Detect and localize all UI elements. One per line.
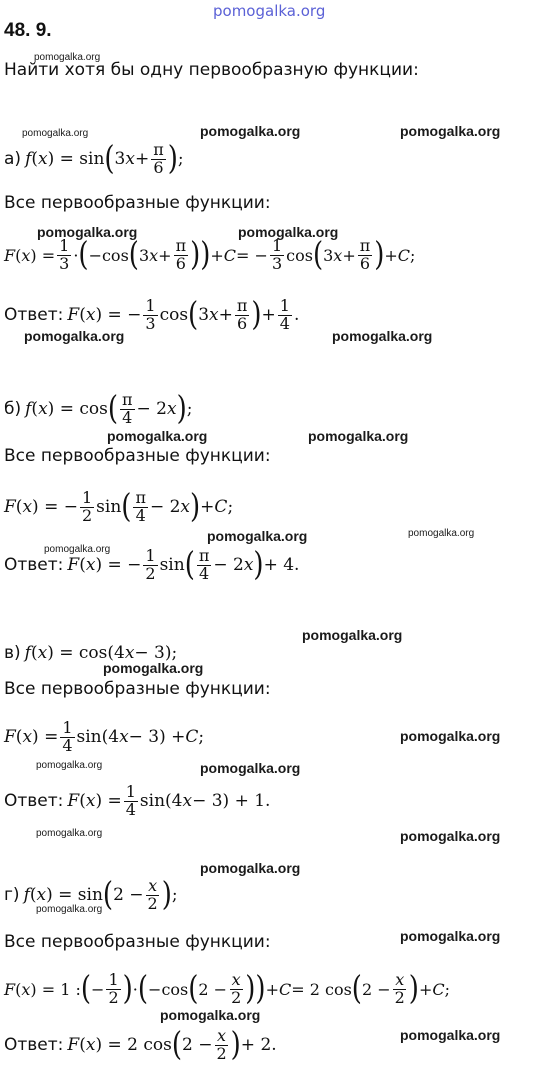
all-primitives-heading: Все первообразные функции:	[4, 679, 271, 699]
watermark: pomogalka.org	[400, 828, 501, 844]
watermark: pomogalka.org	[400, 1027, 501, 1043]
part-a-function: а) f ( x ) = sin ( 3 x + $\frac{\pi}{6}$ ) ;	[4, 139, 184, 178]
part-c-primitives: F ( x ) = $\frac{1}{4}$ sin(4 x − 3) + C ;	[4, 717, 205, 755]
part-b-label: б)	[4, 399, 22, 419]
part-d-label: г)	[4, 885, 20, 905]
part-d-function: г) f ( x ) = sin ( 2 − $\frac{x}{2}$ ) ;	[4, 875, 178, 914]
watermark: pomogalka.org	[107, 428, 208, 444]
answer-label: Ответ:	[4, 1035, 64, 1055]
watermark: pomogalka.org	[400, 728, 501, 744]
part-b-answer: Ответ: F ( x ) = − $\frac{1}{2}$ sin ( $\frac{\pi}{4}$ − 2 x ) + 4.	[4, 545, 300, 584]
watermark: pomogalka.org	[332, 328, 433, 344]
watermark: pomogalka.org	[37, 224, 138, 240]
watermark: pomogalka.org	[200, 760, 301, 776]
watermark: pomogalka.org	[200, 123, 301, 139]
watermark: pomogalka.org	[36, 904, 103, 915]
part-b-primitives: F ( x ) = − $\frac{1}{2}$ sin ( $\frac{\pi}{4}$ − 2 x ) + C ;	[4, 487, 234, 526]
part-c-function: в) f ( x ) = cos(4 x − 3);	[4, 643, 178, 663]
watermark: pomogalka.org	[400, 928, 501, 944]
part-b-function: б) f ( x ) = cos ( $\frac{\pi}{4}$ − 2 x ) ;	[4, 389, 193, 428]
answer-label: Ответ:	[4, 305, 64, 325]
part-d-primitives: F ( x ) = 1 : ( − $\frac{1}{2}$ ) · ( −cos ( 2 − $\frac{x}{2}$ )) + C = 2 cos ( 2 − $\frac{x}{2}$ ) + C ;	[4, 969, 450, 1008]
part-d-answer: Ответ: F ( x ) = 2 cos ( 2 − $\frac{x}{2}$ ) + 2.	[4, 1025, 277, 1064]
watermark: pomogalka.org	[44, 544, 111, 555]
watermark: pomogalka.org	[22, 128, 89, 139]
answer-label: Ответ:	[4, 555, 64, 575]
problem-number: 48. 9.	[4, 20, 52, 41]
watermark: pomogalka.org	[238, 224, 339, 240]
all-primitives-heading: Все первообразные функции:	[4, 193, 271, 213]
all-primitives-heading: Все первообразные функции:	[4, 932, 271, 952]
part-a-label: а)	[4, 149, 22, 169]
watermark: pomogalka.org	[24, 328, 125, 344]
watermark: pomogalka.org	[408, 528, 475, 539]
problem-statement: Найти хотя бы одну первообразную функции:	[4, 60, 419, 80]
watermark: pomogalka.org	[302, 627, 403, 643]
watermark: pomogalka.org	[200, 860, 301, 876]
answer-label: Ответ:	[4, 791, 64, 811]
site-watermark-top[interactable]: pomogalka.org	[213, 2, 326, 20]
part-a-primitives: F ( x ) = $\frac{1}{3}$ · ( −cos ( 3 x + $\frac{\pi}{6}$ )) + C = − $\frac{1}{3}$ cos ( 3 x + $\frac{\pi}{6}$ ) + C ;	[4, 235, 416, 274]
part-c-label: в)	[4, 643, 21, 663]
all-primitives-heading: Все первообразные функции:	[4, 446, 271, 466]
watermark: pomogalka.org	[400, 123, 501, 139]
part-c-answer: Ответ: F ( x ) = $\frac{1}{4}$ sin(4 x − 3) + 1.	[4, 781, 271, 819]
watermark: pomogalka.org	[308, 428, 409, 444]
watermark: pomogalka.org	[34, 52, 101, 63]
part-a-answer: Ответ: F ( x ) = − $\frac{1}{3}$ cos ( 3 x + $\frac{\pi}{6}$ ) + $\frac{1}{4}$ .	[4, 295, 300, 334]
watermark: pomogalka.org	[160, 1007, 261, 1023]
watermark: pomogalka.org	[207, 528, 308, 544]
watermark: pomogalka.org	[36, 760, 103, 771]
watermark: pomogalka.org	[36, 828, 103, 839]
watermark: pomogalka.org	[103, 660, 204, 676]
